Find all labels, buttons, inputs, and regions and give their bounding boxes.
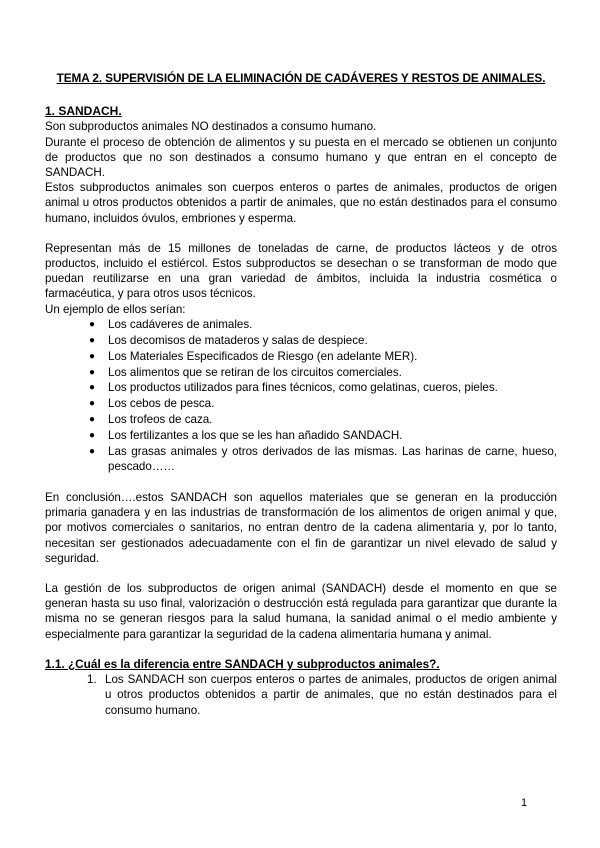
bullet-icon: ● bbox=[89, 318, 96, 330]
bullet-icon: ● bbox=[89, 445, 96, 457]
bullet-icon: ● bbox=[89, 430, 96, 442]
list-item: ● Los trofeos de caza. bbox=[89, 413, 213, 427]
difference-list bbox=[45, 672, 557, 718]
section-heading-difference: 1.1. ¿Cuál es la diferencia entre SANDACH y subproductos animales?. bbox=[45, 656, 440, 671]
item-text: Los SANDACH son cuerpos enteros o partes de animales, productos de origen animal u otros productos obtenidos a partir de animales, que no están destinados para el consumo humano. bbox=[105, 673, 557, 717]
list-item: ● Los decomisos de mataderos y salas de despiece. bbox=[89, 333, 368, 347]
list-intro: Un ejemplo de ellos serían: bbox=[45, 302, 186, 316]
page-number: 1 bbox=[521, 797, 528, 809]
document-title: TEMA 2. SUPERVISIÓN DE LA ELIMINACIÓN DE CADÁVERES Y RESTOS DE ANIMALES. bbox=[56, 71, 546, 85]
list-item: ● Los alimentos que se retiran de los circuitos comerciales. bbox=[89, 365, 402, 379]
bullet-icon: ● bbox=[89, 334, 96, 346]
list-item: ● Las grasas animales y otros derivados de las mismas. Las harinas de carne, hueso, pescado…… bbox=[89, 444, 557, 474]
bullet-icon: ● bbox=[89, 350, 96, 362]
list-item bbox=[87, 672, 557, 718]
bullet-icon: ● bbox=[89, 366, 96, 378]
item-number: 1. bbox=[87, 673, 97, 687]
list-item: ● Los fertilizantes a los que se les han añadido SANDACH. bbox=[89, 429, 403, 443]
paragraph-process: Durante el proceso de obtención de alimentos y su puesta en el mercado se obtienen un conjunto de productos que no son destinados a consumo humano y que entran en el concepto de SANDACH. bbox=[45, 135, 557, 180]
paragraph-subproducts: Estos subproductos animales son cuerpos enteros o partes de animales, productos de origen animal u otros productos obtenidos a partir de animales, que no están destinados para el consumo humano, incluidos óvulos, embriones y esperma. bbox=[45, 181, 557, 225]
document-body bbox=[45, 71, 557, 718]
list-item: ● Los Materiales Especificados de Riesgo (en adelante MER). bbox=[89, 349, 418, 363]
paragraph-conclusion: En conclusión….estos SANDACH son aquellos materiales que se generan en la producción primaria ganadera y en las industrias de transformación de los alimentos de origen animal y que, por motivos comerciales o sanitarios, no entran dentro de la cadena alimentaria y, por lo tanto, necesitan ser gestionados adecuadamente con el fin de garantizar un nivel elevado de salud y seguridad. bbox=[45, 491, 557, 565]
paragraph-quantities: Representan más de 15 millones de toneladas de carne, de productos lácteos y de otros productos, incluido el estiércol. Estos subproductos se desechan o se transforman de modo que puedan reutilizarse en una gran variedad de ámbitos, incluida la industria cosmética o farmacéutica, y para otros usos técnicos. bbox=[45, 241, 557, 301]
list-item: ● Los productos utilizados para fines técnicos, como gelatinas, cueros, pieles. bbox=[89, 381, 498, 395]
bullet-icon: ● bbox=[89, 414, 96, 426]
list-item: ● Los cadáveres de animales. bbox=[89, 317, 253, 331]
section-heading-sandach: 1. SANDACH. bbox=[45, 104, 122, 119]
list-item: ● Los cebos de pesca. bbox=[89, 397, 215, 411]
bullet-icon: ● bbox=[89, 382, 96, 394]
paragraph-management: La gestión de los subproductos de origen animal (SANDACH) desde el momento en que se generan hasta su uso final, valorización o destrucción está regulada para garantizar que durante la misma no se generan riesgos para la salud humana, la sanidad animal o el medio ambiente y especialmente para garantizar la seguridad de la cadena alimentaria humana y animal. bbox=[45, 582, 557, 641]
examples-list bbox=[45, 317, 557, 475]
paragraph-definition: Son subproductos animales NO destinados a consumo humano. bbox=[45, 120, 377, 134]
bullet-icon: ● bbox=[89, 398, 96, 410]
